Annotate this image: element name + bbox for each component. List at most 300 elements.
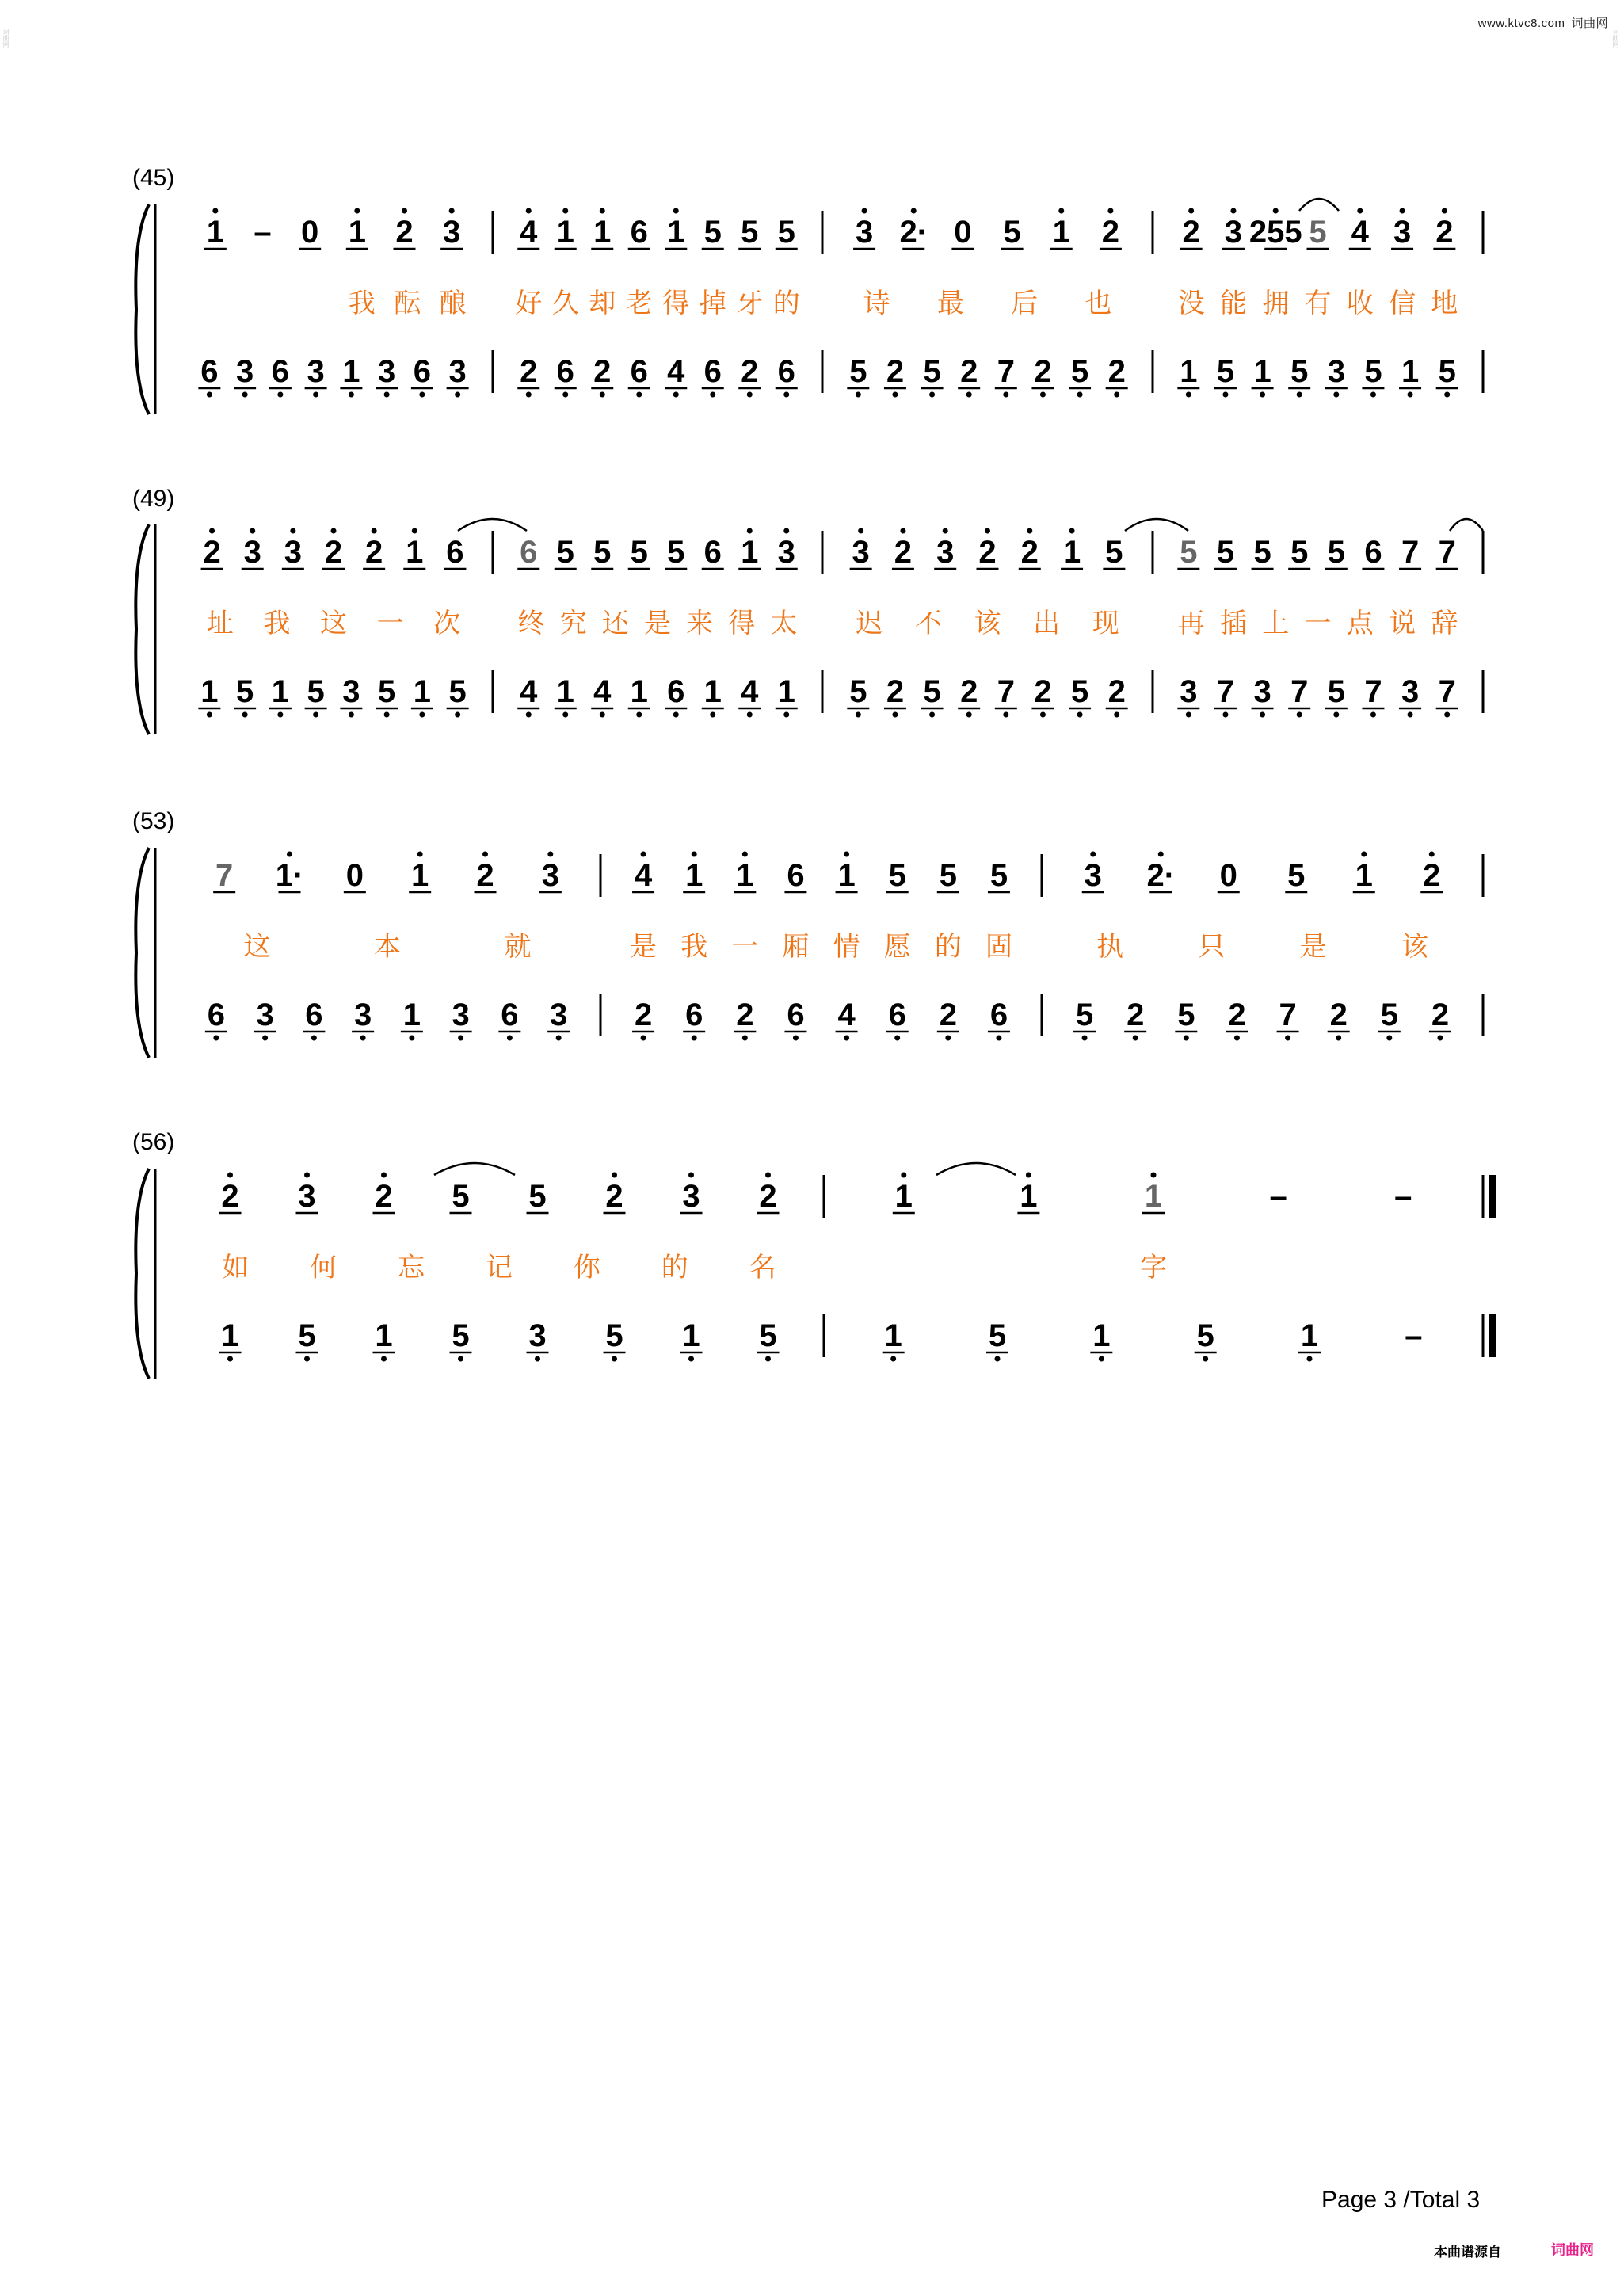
octave-dot-low: [207, 392, 212, 398]
melody-note: 1: [406, 535, 424, 570]
octave-dot-high: [943, 528, 948, 534]
octave-dot-low: [636, 712, 642, 718]
bass-note: 5: [307, 674, 325, 709]
bass-note: 2: [960, 354, 978, 389]
melody-note: 3: [1393, 215, 1412, 250]
octave-dot-high: [1188, 208, 1194, 214]
octave-dot-low: [1444, 392, 1450, 398]
lyric-char: 是: [644, 608, 671, 639]
octave-dot-low: [892, 392, 898, 398]
bass-note: 1: [1092, 1318, 1111, 1353]
melody-note: 0: [345, 858, 364, 893]
melody-note: 5: [777, 215, 795, 250]
melody-note: 1: [1020, 1179, 1038, 1214]
octave-dot-low: [556, 1036, 562, 1041]
melody-note: 2: [1182, 215, 1200, 250]
bass-note: 1: [884, 1318, 902, 1353]
octave-dot-low: [419, 392, 425, 398]
melody-note: 3: [855, 215, 874, 250]
bass-note: 2: [1034, 354, 1052, 389]
melody-note: 3: [443, 215, 461, 250]
melody-note: 1: [411, 858, 429, 893]
octave-dot-low: [1408, 712, 1413, 718]
melody-note: 5: [703, 215, 722, 250]
bass-note: 2: [960, 674, 978, 709]
bass-note: 4: [520, 674, 538, 709]
bass-note: 7: [1216, 674, 1235, 709]
octave-dot-high: [688, 1173, 694, 1178]
bass-note: 3: [448, 354, 467, 389]
bass-note: 5: [448, 674, 467, 709]
system-brace: [135, 848, 149, 1058]
bass-note: 6: [685, 997, 703, 1032]
octave-dot-low: [242, 392, 248, 398]
octave-dot-low: [1444, 712, 1450, 718]
octave-dot-high: [985, 528, 990, 534]
octave-dot-low: [313, 712, 318, 718]
octave-dot-low: [1333, 712, 1339, 718]
melody-note: 2: [395, 215, 414, 250]
octave-dot-high: [1273, 208, 1279, 214]
lyric-char: 还: [601, 608, 629, 639]
melody-note: 3: [777, 535, 795, 570]
octave-dot-low: [1222, 392, 1228, 398]
bass-note: 6: [200, 354, 219, 389]
lyric-char: 老: [625, 288, 653, 319]
octave-dot-low: [207, 712, 212, 718]
tie-arc: [1125, 519, 1188, 531]
melody-note: 1: [1062, 535, 1081, 570]
octave-dot-low: [783, 392, 789, 398]
octave-dot-high: [1058, 208, 1064, 214]
melody-note: 2: [894, 535, 913, 570]
lyric-char: 是: [630, 932, 658, 962]
octave-dot-high: [354, 208, 360, 214]
octave-dot-high: [911, 208, 917, 214]
lyric-char: 牙: [736, 288, 764, 319]
bass-note: 1: [1180, 354, 1198, 389]
lyric-char: 名: [749, 1253, 776, 1283]
octave-dot-high: [1027, 528, 1032, 534]
octave-dot-high: [901, 1173, 906, 1178]
octave-dot-high: [449, 208, 455, 214]
lyric-char: 迟: [856, 608, 883, 639]
page-indicator: Page 3 /Total 3: [1321, 2187, 1481, 2213]
melody-note: 6: [630, 215, 648, 250]
bass-note: 2: [593, 354, 612, 389]
octave-dot-low: [1336, 1036, 1341, 1041]
bass-note: 1: [1401, 354, 1420, 389]
melody-note: 4: [634, 858, 653, 893]
melody-note: 5: [1253, 535, 1271, 570]
melody-note: 255: [1248, 215, 1302, 250]
melody-note: 1: [593, 215, 612, 250]
bass-note: 7: [1279, 997, 1297, 1032]
bass-note: 6: [305, 997, 323, 1032]
lyric-char: 收: [1346, 288, 1374, 319]
lyric-char: 这: [243, 932, 271, 962]
bass-note: 5: [1070, 674, 1089, 709]
bass-note: 3: [236, 354, 254, 389]
lyric-char: 有: [1304, 288, 1332, 319]
lyric-char: 现: [1092, 608, 1119, 639]
bass-note: 1: [413, 674, 431, 709]
octave-dot-high: [227, 1173, 233, 1178]
bass-note: 5: [849, 354, 867, 389]
melody-note: 1: [837, 858, 856, 893]
melody-note: 4: [1351, 215, 1369, 250]
octave-dot-low: [1285, 1036, 1290, 1041]
octave-dot-low: [1386, 1036, 1392, 1041]
lyric-char: 拥: [1262, 288, 1290, 319]
system-brace: [135, 204, 149, 414]
octave-dot-low: [304, 1356, 310, 1362]
octave-dot-high: [482, 852, 488, 857]
melody-note: 7: [215, 858, 234, 893]
octave-dot-low: [856, 712, 861, 718]
lyric-char: 固: [985, 932, 1012, 962]
bass-note: 4: [667, 354, 685, 389]
bass-note: 1: [777, 674, 795, 709]
octave-dot-low: [526, 392, 532, 398]
bass-note: 1: [630, 674, 648, 709]
bass-note: 6: [207, 997, 225, 1032]
melody-note: 5: [593, 535, 612, 570]
bass-note: 7: [1290, 674, 1309, 709]
lyric-char: 出: [1033, 608, 1061, 639]
octave-dot-low: [710, 392, 715, 398]
octave-dot-high: [641, 852, 646, 857]
bass-note: 2: [939, 997, 957, 1032]
lyric-char: 如: [222, 1253, 250, 1283]
lyric-char: 一: [731, 932, 759, 962]
lyric-char: 的: [772, 288, 800, 319]
octave-dot-high: [287, 852, 292, 857]
octave-dot-high: [692, 852, 697, 857]
octave-dot-low: [1437, 1036, 1443, 1041]
bass-note: 1: [1253, 354, 1271, 389]
bass-note: 5: [605, 1318, 623, 1353]
bass-note: 7: [997, 354, 1015, 389]
bass-note: 2: [1127, 997, 1145, 1032]
octave-dot-high: [1151, 1173, 1157, 1178]
melody-note: –: [254, 215, 272, 250]
octave-dot-low: [945, 1036, 951, 1041]
octave-dot-low: [929, 712, 935, 718]
octave-dot-low: [1003, 712, 1008, 718]
octave-dot-low: [1114, 712, 1119, 718]
octave-dot-high: [862, 208, 867, 214]
octave-dot-low: [612, 1356, 617, 1362]
bass-note: 5: [236, 674, 254, 709]
octave-dot-low: [1307, 1356, 1313, 1362]
octave-dot-high: [858, 528, 863, 534]
melody-note: 6: [703, 535, 722, 570]
measure-number: (53): [132, 808, 175, 834]
bass-note: 6: [501, 997, 519, 1032]
octave-dot-low: [349, 712, 354, 718]
watermark-strip-right: 词曲网: [1612, 29, 1619, 48]
melody-note: 2: [605, 1179, 623, 1214]
lyric-char: 久: [551, 288, 579, 319]
octave-dot-low: [262, 1036, 268, 1041]
melody-note: 6: [520, 535, 538, 570]
bass-note: 5: [1216, 354, 1235, 389]
lyric-char: 后: [1011, 288, 1039, 319]
octave-dot-high: [1357, 208, 1363, 214]
melody-note: 3: [243, 535, 261, 570]
octave-dot-low: [929, 392, 935, 398]
lyric-char: 执: [1096, 932, 1124, 962]
melody-note: 5: [1309, 215, 1327, 250]
octave-dot-low: [1099, 1356, 1104, 1362]
bass-note: 1: [200, 674, 219, 709]
octave-dot-high: [1107, 208, 1113, 214]
melody-note: 5: [528, 1179, 547, 1214]
melody-note: 5: [556, 535, 574, 570]
octave-dot-low: [507, 1036, 513, 1041]
lyric-char: 次: [433, 608, 461, 639]
bass-note: 5: [1070, 354, 1089, 389]
melody-note: 5: [989, 858, 1008, 893]
melody-note: 1: [348, 215, 366, 250]
melody-note: 2·: [899, 215, 928, 250]
bass-note: 3: [342, 674, 360, 709]
lyric-char: 的: [661, 1253, 688, 1283]
lyric-char: 你: [573, 1253, 600, 1283]
octave-dot-high: [600, 208, 605, 214]
octave-dot-low: [384, 712, 390, 718]
octave-dot-low: [458, 1036, 463, 1041]
bass-note: 5: [1438, 354, 1456, 389]
lyric-char: 一: [1304, 608, 1332, 639]
melody-note: 2: [978, 535, 997, 570]
lyric-char: 插: [1219, 608, 1247, 639]
octave-dot-high: [783, 528, 789, 534]
system-brace: [135, 524, 149, 734]
octave-dot-high: [250, 528, 255, 534]
melody-note: 1: [1144, 1179, 1163, 1214]
octave-dot-low: [641, 1036, 646, 1041]
bass-note: 3: [378, 354, 396, 389]
octave-dot-low: [1260, 392, 1265, 398]
melody-note: 2: [324, 535, 343, 570]
site-url: www.ktvc8.com: [1477, 17, 1565, 30]
octave-dot-low: [966, 392, 972, 398]
octave-dot-low: [783, 712, 789, 718]
bass-note: 4: [741, 674, 759, 709]
melody-note: 1·: [275, 858, 304, 893]
octave-dot-low: [349, 392, 354, 398]
octave-dot-low: [844, 1036, 849, 1041]
lyric-char: 点: [1346, 608, 1374, 639]
bass-note: 2: [886, 354, 905, 389]
octave-dot-high: [844, 852, 849, 857]
lyric-char: 我: [680, 932, 708, 962]
octave-dot-high: [417, 852, 423, 857]
octave-dot-low: [1184, 1036, 1189, 1041]
octave-dot-low: [1186, 712, 1191, 718]
lyric-char: 该: [1401, 932, 1428, 962]
lyric-char: 却: [589, 288, 616, 319]
melody-note: 5: [1105, 535, 1123, 570]
melody-note: 5: [939, 858, 957, 893]
melody-note: 2: [221, 1179, 239, 1214]
octave-dot-low: [277, 712, 283, 718]
bass-note: 5: [988, 1318, 1007, 1353]
octave-dot-low: [1040, 392, 1046, 398]
bass-note: 5: [759, 1318, 777, 1353]
bass-note: 1: [342, 354, 360, 389]
lyric-char: 我: [348, 288, 376, 319]
octave-dot-high: [562, 208, 568, 214]
bass-note: 7: [1364, 674, 1382, 709]
bass-note: 3: [452, 997, 470, 1032]
octave-dot-low: [1370, 392, 1376, 398]
octave-dot-low: [1077, 392, 1083, 398]
melody-note: 2: [759, 1179, 777, 1214]
octave-dot-low: [894, 1036, 900, 1041]
octave-dot-low: [242, 712, 248, 718]
melody-note: 4: [520, 215, 538, 250]
lyric-char: 再: [1177, 608, 1205, 639]
octave-dot-low: [747, 712, 753, 718]
bass-note: 6: [777, 354, 795, 389]
watermark-strip-left: 词曲网: [2, 29, 10, 48]
octave-dot-low: [692, 1036, 697, 1041]
melody-note: 3: [852, 535, 870, 570]
octave-dot-low: [1133, 1036, 1138, 1041]
lyric-char: 字: [1140, 1253, 1167, 1283]
melody-note: 5: [1287, 858, 1306, 893]
lyric-char: 诗: [863, 288, 890, 319]
octave-dot-high: [747, 528, 753, 534]
bass-note: 3: [550, 997, 568, 1032]
octave-dot-high: [212, 208, 218, 214]
octave-dot-low: [1040, 712, 1046, 718]
lyric-char: 究: [559, 608, 587, 639]
octave-dot-low: [1003, 392, 1008, 398]
octave-dot-low: [562, 392, 568, 398]
lyric-char: 也: [1085, 288, 1112, 319]
octave-dot-high: [900, 528, 905, 534]
octave-dot-low: [458, 1356, 463, 1362]
octave-dot-low: [277, 392, 283, 398]
bass-note: 2: [1228, 997, 1246, 1032]
bass-note: 1: [375, 1318, 393, 1353]
melody-note: 3: [284, 535, 302, 570]
bass-note: 2: [1107, 674, 1126, 709]
tie-arc: [1450, 519, 1483, 531]
octave-dot-low: [455, 712, 460, 718]
melody-note: 5: [1180, 535, 1198, 570]
lyric-char: 酿: [439, 288, 467, 319]
melody-note: 5: [1216, 535, 1235, 570]
octave-dot-low: [600, 712, 605, 718]
octave-dot-high: [1069, 528, 1075, 534]
bass-note: 5: [452, 1318, 470, 1353]
melody-note: 0: [301, 215, 319, 250]
bass-note: 6: [630, 354, 648, 389]
melody-note: 5: [741, 215, 759, 250]
measure-number: (45): [132, 165, 175, 191]
melody-note: 7: [1401, 535, 1420, 570]
tie-arc: [936, 1163, 1016, 1175]
octave-dot-high: [1442, 208, 1447, 214]
octave-dot-low: [1186, 392, 1191, 398]
octave-dot-low: [311, 1036, 317, 1041]
bass-note: 2: [1329, 997, 1348, 1032]
bass-note: 5: [1327, 674, 1345, 709]
octave-dot-low: [966, 712, 972, 718]
lyric-char: 何: [310, 1253, 337, 1283]
octave-dot-low: [996, 1036, 1001, 1041]
lyric-char: 掉: [699, 288, 726, 319]
octave-dot-low: [419, 712, 425, 718]
bass-note: 1: [221, 1318, 239, 1353]
bass-note: 6: [703, 354, 722, 389]
octave-dot-high: [209, 528, 215, 534]
octave-dot-low: [793, 1036, 799, 1041]
bass-note: 1: [556, 674, 574, 709]
lyric-char: 就: [504, 932, 532, 962]
octave-dot-low: [535, 1356, 540, 1362]
bass-note: 7: [1438, 674, 1456, 709]
bass-note: 1: [703, 674, 722, 709]
lyric-char: 情: [833, 932, 860, 962]
source-logo: 词曲网: [1551, 2242, 1594, 2259]
octave-dot-high: [402, 208, 407, 214]
bass-note: 2: [736, 997, 754, 1032]
octave-dot-low: [455, 392, 460, 398]
lyric-char: 酝: [394, 288, 421, 319]
bass-note: 3: [1401, 674, 1420, 709]
bass-note: 2: [520, 354, 538, 389]
melody-note: 1: [736, 858, 754, 893]
octave-dot-low: [313, 392, 318, 398]
octave-dot-low: [856, 392, 861, 398]
lyric-char: 记: [486, 1253, 513, 1283]
melody-note: 3: [541, 858, 559, 893]
octave-dot-low: [1114, 392, 1119, 398]
tie-arc: [1299, 199, 1339, 211]
lyric-char: 本: [374, 932, 401, 962]
octave-dot-high: [765, 1173, 771, 1178]
melody-note: 2: [375, 1179, 393, 1214]
lyric-char: 愿: [883, 932, 911, 962]
bass-note: 5: [849, 674, 867, 709]
bass-note: 3: [1327, 354, 1345, 389]
lyric-char: 的: [934, 932, 962, 962]
bass-note: 5: [1380, 997, 1398, 1032]
bass-note: 1: [1300, 1318, 1319, 1353]
lyric-char: 址: [206, 608, 234, 639]
bass-note: 2: [634, 997, 653, 1032]
measure-number: (56): [132, 1129, 175, 1155]
octave-dot-high: [742, 852, 748, 857]
octave-dot-low: [892, 712, 898, 718]
octave-dot-low: [1082, 1036, 1088, 1041]
melody-note: 2: [1435, 215, 1454, 250]
octave-dot-high: [1026, 1173, 1031, 1178]
bass-note: 5: [923, 354, 941, 389]
octave-dot-low: [710, 712, 715, 718]
melody-note: 1: [206, 215, 224, 250]
melody-note: 5: [630, 535, 648, 570]
octave-dot-low: [890, 1356, 896, 1362]
octave-dot-low: [409, 1036, 414, 1041]
bass-note: 1: [271, 674, 289, 709]
